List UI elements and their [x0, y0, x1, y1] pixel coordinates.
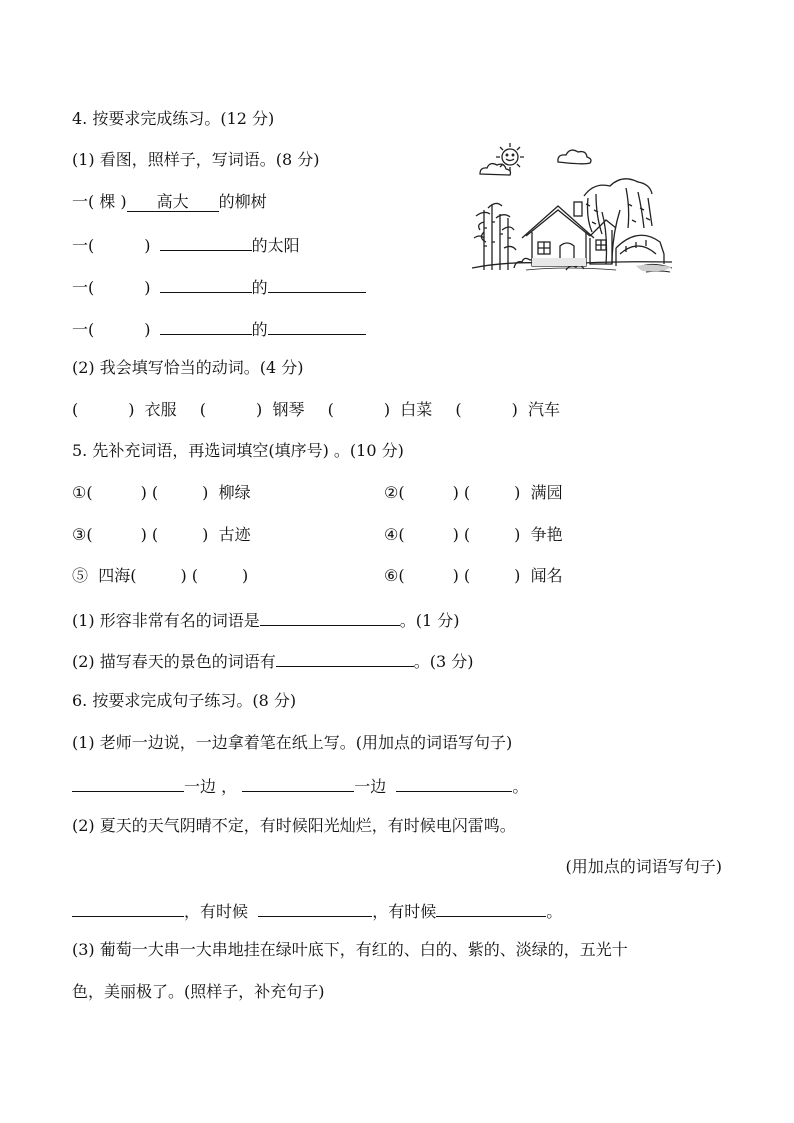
- item-word: 古迹: [218, 525, 251, 544]
- row-de: 的: [251, 278, 268, 297]
- q5-sentence-2: [72, 649, 474, 672]
- q4-title: 4. 按要求完成练习。(12 分): [72, 109, 275, 128]
- item-number: ③: [72, 525, 87, 544]
- q6-sentence-1: (1) 老师一边说，一边拿着笔在纸上写。(用加点的词语写句子): [72, 733, 513, 752]
- item-number: ⑥: [384, 566, 399, 585]
- row-close-paren: ): [144, 236, 151, 255]
- sentence-prompt: (1) 形容非常有名的词语是: [72, 611, 260, 630]
- answer-blank[interactable]: [260, 608, 400, 626]
- verb-item-3: ( ) 白菜: [327, 400, 433, 419]
- item-number: ④: [384, 525, 399, 544]
- adjective-blank[interactable]: [160, 275, 252, 293]
- answer-period: 。: [546, 902, 563, 921]
- answer-connector: 一边 ，: [184, 777, 238, 796]
- answer-blank[interactable]: [72, 774, 184, 792]
- adjective-blank[interactable]: [160, 317, 252, 335]
- sentence-score: 。(3 分): [413, 652, 474, 671]
- row-open-paren: 一(: [72, 320, 95, 339]
- house-scene-illustration: [466, 138, 676, 280]
- answer-blank[interactable]: [258, 899, 372, 917]
- sentence-prompt: (2) 描写春天的景色的词语有: [72, 652, 276, 671]
- q5-item-5: ⑤ 四海( ) ( ): [72, 566, 249, 585]
- answer-connector: ，有时候: [372, 902, 437, 921]
- noun-blank[interactable]: [268, 317, 366, 335]
- q6-sentence-2: (2) 夏天的天气阴晴不定，有时候阳光灿烂，有时候电闪雷鸣。: [72, 816, 516, 835]
- q4-part2-instruction: (2) 我会填写恰当的动词。(4 分): [72, 358, 304, 377]
- verb-item-1: ( ) 衣服: [72, 400, 177, 419]
- q6-title: 6. 按要求完成句子练习。(8 分): [72, 691, 297, 710]
- row-open-paren: 一(: [72, 278, 95, 297]
- q5-item-2: ②( ) ( ) 满园: [384, 483, 563, 502]
- answer-period: 。: [512, 777, 529, 796]
- adjective-blank[interactable]: [160, 233, 252, 251]
- q5-item-3: ③( ) ( ) 古迹: [72, 525, 251, 544]
- verb-object: 汽车: [528, 400, 561, 419]
- example-noun: 的柳树: [218, 192, 267, 211]
- item-word: 四海: [98, 566, 131, 585]
- q5-title: 5. 先补充词语，再选词填空(填序号) 。(10 分): [72, 441, 404, 460]
- row-noun: 的太阳: [251, 236, 300, 255]
- q4-verb-row: [72, 400, 560, 420]
- row-open-paren: 一(: [72, 236, 95, 255]
- q5-item-4: ④( ) ( ) 争艳: [384, 525, 563, 544]
- noun-blank[interactable]: [268, 275, 366, 293]
- q4-part1-instruction: (1) 看图，照样子，写词语。(8 分): [72, 150, 320, 169]
- verb-object: 衣服: [144, 400, 177, 419]
- item-word: 柳绿: [218, 483, 251, 502]
- q5-item-1: ①( ) ( ) 柳绿: [72, 483, 251, 502]
- item-word: 闻名: [530, 566, 563, 585]
- answer-blank[interactable]: [242, 774, 354, 792]
- row-close-paren: ): [144, 320, 151, 339]
- answer-connector: 一边: [354, 777, 387, 796]
- q6-sentence-3-line2: 色，美丽极了。(照样子，补充句子): [72, 982, 325, 1001]
- q4-row-4: [72, 317, 366, 340]
- answer-blank[interactable]: [396, 774, 512, 792]
- row-close-paren: ): [144, 278, 151, 297]
- verb-item-2: ( ) 钢琴: [199, 400, 305, 419]
- item-number: ⑤: [72, 566, 89, 585]
- q4-row-3: [72, 275, 366, 298]
- q6-sentence-3-line1: (3) 葡萄一大串一大串地挂在绿叶底下，有红的、白的、紫的、淡绿的，五光十: [72, 940, 628, 959]
- answer-blank[interactable]: [72, 899, 184, 917]
- item-number: ②: [384, 483, 399, 502]
- answer-blank[interactable]: [436, 899, 546, 917]
- item-word: 争艳: [530, 525, 563, 544]
- q5-sentence-1: [72, 608, 460, 631]
- sentence-score: 。(1 分): [399, 611, 460, 630]
- verb-object: 白菜: [400, 400, 433, 419]
- item-word: 满园: [530, 483, 563, 502]
- answer-blank[interactable]: [276, 649, 414, 667]
- example-answer: 高大: [127, 192, 219, 212]
- example-measure: 一( 棵 ): [72, 192, 127, 211]
- verb-item-4: ( ) 汽车: [455, 400, 561, 419]
- q6-answer-1: [72, 774, 528, 797]
- q6-answer-2: [72, 899, 562, 922]
- row-de: 的: [251, 320, 268, 339]
- q6-sentence-2-note: (用加点的词语写句子): [565, 857, 722, 876]
- q4-row-2: [72, 233, 300, 256]
- item-number: ①: [72, 483, 87, 502]
- verb-object: 钢琴: [272, 400, 305, 419]
- q4-example-row: [72, 192, 267, 212]
- q5-item-6: ⑥( ) ( ) 闻名: [384, 566, 563, 585]
- answer-connector: ，有时候: [184, 902, 249, 921]
